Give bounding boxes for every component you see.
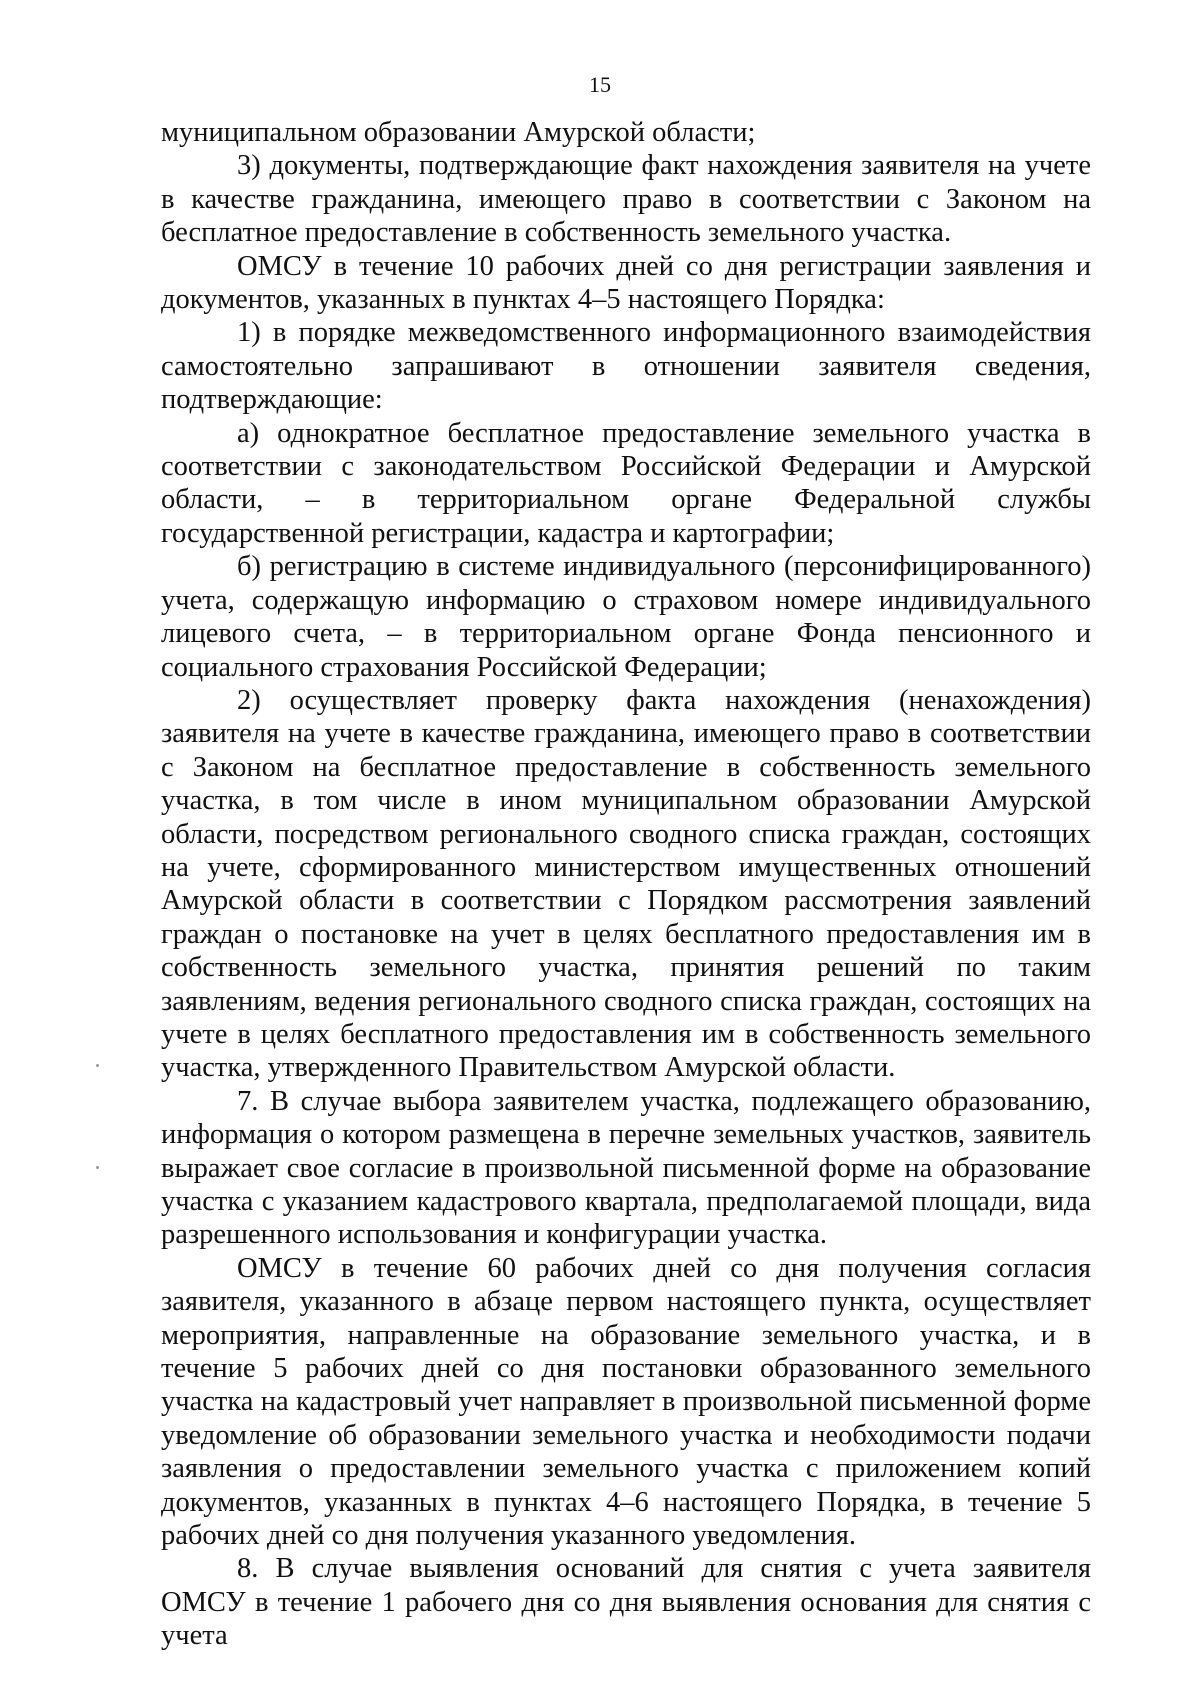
paragraph-omsu-10-days: ОМСУ в течение 10 рабочих дней со дня регистрации заявления и документов, указанных в пунктах 4–5 настоящего Порядка:: [161, 250, 1091, 316]
paragraph-item-2: 2) осуществляет проверку факта нахождения (ненахождения) заявителя на учете в качестве гражданина, имеющего право в соответствии с Законом на бесплатное предоставление в собственность земельного участка, в том числе в ином муниципальном образовании Амурской области, посредством регионального сводного списка граждан, состоящих на учете, сформированного министерством имущественных отношений Амурской области в соответствии с Порядком рассмотрения заявлений граждан о постановке на учет в целях бесплатного предоставления им в собственность земельного участка, принятия решений по таким заявлениям, ведения регионального сводного списка граждан, состоящих на учете в целях бесплатного предоставления им в собственность земельного участка, утвержденного Правительством Амурской области.: [161, 684, 1091, 1084]
scan-speck: [96, 1064, 99, 1067]
paragraph-subitem-b: б) регистрацию в системе индивидуального (персонифицированного) учета, содержащую информацию о страховом номере индивидуального лицевого счета, – в территориальном органе Фонда пенсионного и социального страхования Российской Федерации;: [161, 551, 1091, 683]
page-number: 15: [589, 72, 611, 97]
paragraph-continuation: муниципальном образовании Амурской области;: [161, 117, 756, 148]
paragraph-item-1: 1) в порядке межведомственного информационного взаимодействия самостоятельно запрашивают в отношении заявителя сведения, подтверждающие:: [161, 317, 1091, 416]
scan-speck: [96, 1166, 99, 1169]
paragraph-omsu-60-days: ОМСУ в течение 60 рабочих дней со дня получения согласия заявителя, указанного в абзаце первом настоящего пункта, осуществляет мероприятия, направленные на образование земельного участка, и в течение 5 рабочих дней со дня постановки образованного земельного участка на кадастровый учет направляет в произвольной письменной форме уведомление об образовании земельного участка и необходимости подачи заявления о предоставлении земельного участка с приложением копий документов, указанных в пунктах 4–6 настоящего Порядка, в течение 5 рабочих дней со дня получения указанного уведомления.: [161, 1252, 1091, 1552]
paragraph-clause-8: 8. В случае выявления оснований для снятия с учета заявителя ОМСУ в течение 1 рабочего дня со дня выявления основания для снятия с учета: [161, 1553, 1091, 1652]
paragraph-item-3: 3) документы, подтверждающие факт нахождения заявителя на учете в качестве гражданина, имеющего право в соответствии с Законом на бесплатное предоставление в собственность земельного участка.: [161, 150, 1091, 249]
document-body: [161, 116, 1091, 1653]
paragraph-clause-7: 7. В случае выбора заявителем участка, подлежащего образованию, информация о котором размещена в перечне земельных участков, заявитель выражает свое согласие в произвольной письменной форме на образование участка с указанием кадастрового квартала, предполагаемой площади, вида разрешенного использования и конфигурации участка.: [161, 1085, 1091, 1251]
paragraph-subitem-a: а) однократное бесплатное предоставление земельного участка в соответствии с законодательством Российской Федерации и Амурской области, – в территориальном органе Федеральной службы государственной регистрации, кадастра и картографии;: [161, 417, 1091, 549]
